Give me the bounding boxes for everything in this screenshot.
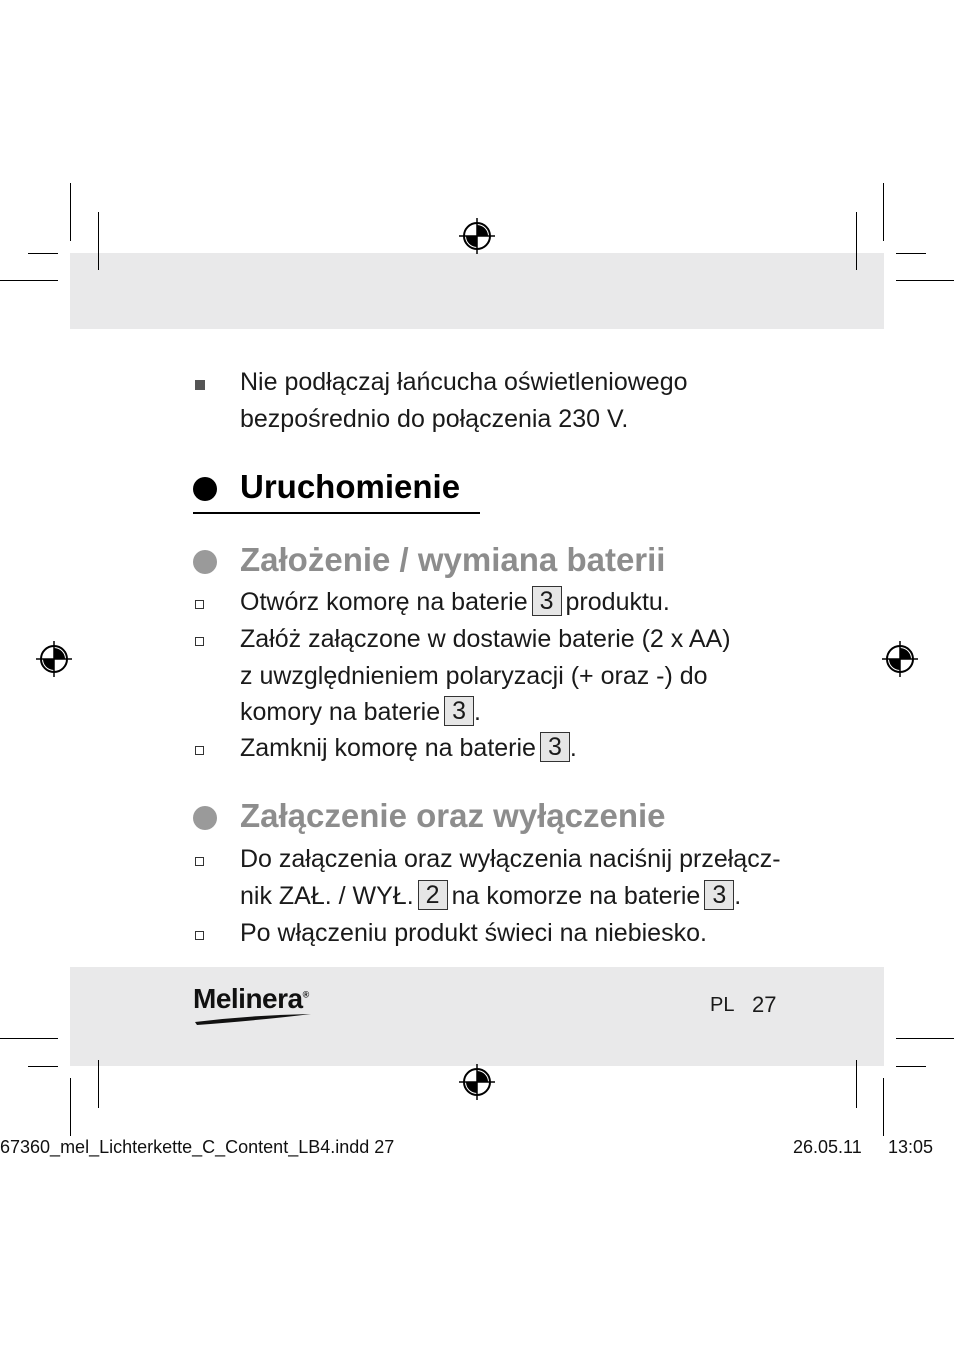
- step-text-part: nik ZAŁ. / WYŁ.: [240, 882, 414, 910]
- part-reference-badge: 3: [532, 586, 562, 616]
- step-text: [240, 694, 481, 731]
- step-text: Po włączeniu produkt świeci na niebiesko.: [240, 919, 707, 947]
- step-text-part: .: [474, 698, 481, 726]
- step-text: Załóż załączone w dostawie baterie (2 x AA): [240, 625, 731, 653]
- section-dot-icon: [193, 806, 217, 830]
- crop-mark-icon: [856, 212, 857, 270]
- filled-square-bullet-icon: [195, 380, 205, 390]
- slug-date: 26.05.11: [793, 1137, 862, 1157]
- warning-line-2: bezpośrednio do połączenia 230 V.: [240, 405, 629, 433]
- crop-mark-icon: [883, 1078, 884, 1136]
- crop-mark-icon: [0, 280, 58, 281]
- crop-mark-icon: [70, 183, 71, 241]
- step-text: Do załączenia oraz wyłączenia naciśnij przełącz-: [240, 845, 781, 873]
- part-reference-badge: 3: [444, 696, 474, 726]
- open-square-bullet-icon: [195, 746, 204, 755]
- heading-baterie: Założenie / wymiana baterii: [240, 541, 666, 578]
- step-text: z uwzględnieniem polaryzacji (+ oraz -) do: [240, 662, 708, 690]
- heading-underline: [193, 512, 480, 514]
- slug-time: 13:05: [888, 1137, 934, 1157]
- heading-uruchomienie: Uruchomienie: [240, 468, 461, 505]
- step-text-part: Otwórz komorę na baterie: [240, 588, 528, 616]
- registration-mark-icon: [459, 218, 495, 254]
- part-reference-badge: 3: [704, 880, 734, 910]
- language-code: PL: [710, 994, 735, 1016]
- step-text-part: produktu.: [565, 588, 670, 616]
- warning-line-1: Nie podłączaj łańcucha oświetleniowego: [240, 368, 688, 396]
- crop-mark-icon: [98, 212, 99, 270]
- step-text-part: komory na baterie: [240, 698, 441, 726]
- open-square-bullet-icon: [195, 857, 204, 866]
- slug-file-name: 67360_mel_Lichterkette_C_Content_LB4.indd 27: [0, 1137, 395, 1157]
- crop-mark-icon: [70, 1078, 71, 1136]
- crop-mark-icon: [28, 1066, 58, 1067]
- brand-logo-text: [193, 983, 313, 1015]
- registration-mark-icon: [36, 641, 72, 677]
- crop-mark-icon: [856, 1060, 857, 1108]
- open-square-bullet-icon: [195, 931, 204, 940]
- heading-wlaczenie: Załączenie oraz wyłączenie: [240, 797, 666, 834]
- step-text: [240, 584, 670, 621]
- registered-mark: ®: [302, 989, 309, 1000]
- step-text-part: Zamknij komorę na baterie: [240, 734, 536, 762]
- registration-mark-icon: [882, 641, 918, 677]
- step-text-part: .: [569, 734, 577, 762]
- step-text: [240, 730, 577, 767]
- part-reference-badge: 3: [540, 732, 570, 762]
- crop-mark-icon: [896, 253, 926, 254]
- step-text: [240, 878, 741, 915]
- section-dot-icon: [193, 550, 217, 574]
- brand-logo: [193, 983, 313, 1025]
- step-text-part: .: [734, 882, 742, 910]
- section-dot-icon: [193, 477, 217, 501]
- open-square-bullet-icon: [195, 600, 204, 609]
- crop-mark-icon: [98, 1060, 99, 1108]
- brand-logo-word: Melinera: [193, 983, 303, 1014]
- crop-mark-icon: [883, 183, 884, 241]
- page-number: 27: [752, 992, 777, 1017]
- crop-mark-icon: [896, 280, 954, 281]
- crop-mark-icon: [0, 1038, 58, 1039]
- registration-mark-icon: [459, 1064, 495, 1100]
- crop-mark-icon: [28, 253, 58, 254]
- crop-mark-icon: [896, 1038, 954, 1039]
- step-text-part: na komorze na baterie: [451, 882, 701, 910]
- header-band: [70, 253, 884, 329]
- open-square-bullet-icon: [195, 637, 204, 646]
- part-reference-badge: 2: [418, 880, 448, 910]
- crop-mark-icon: [896, 1066, 926, 1067]
